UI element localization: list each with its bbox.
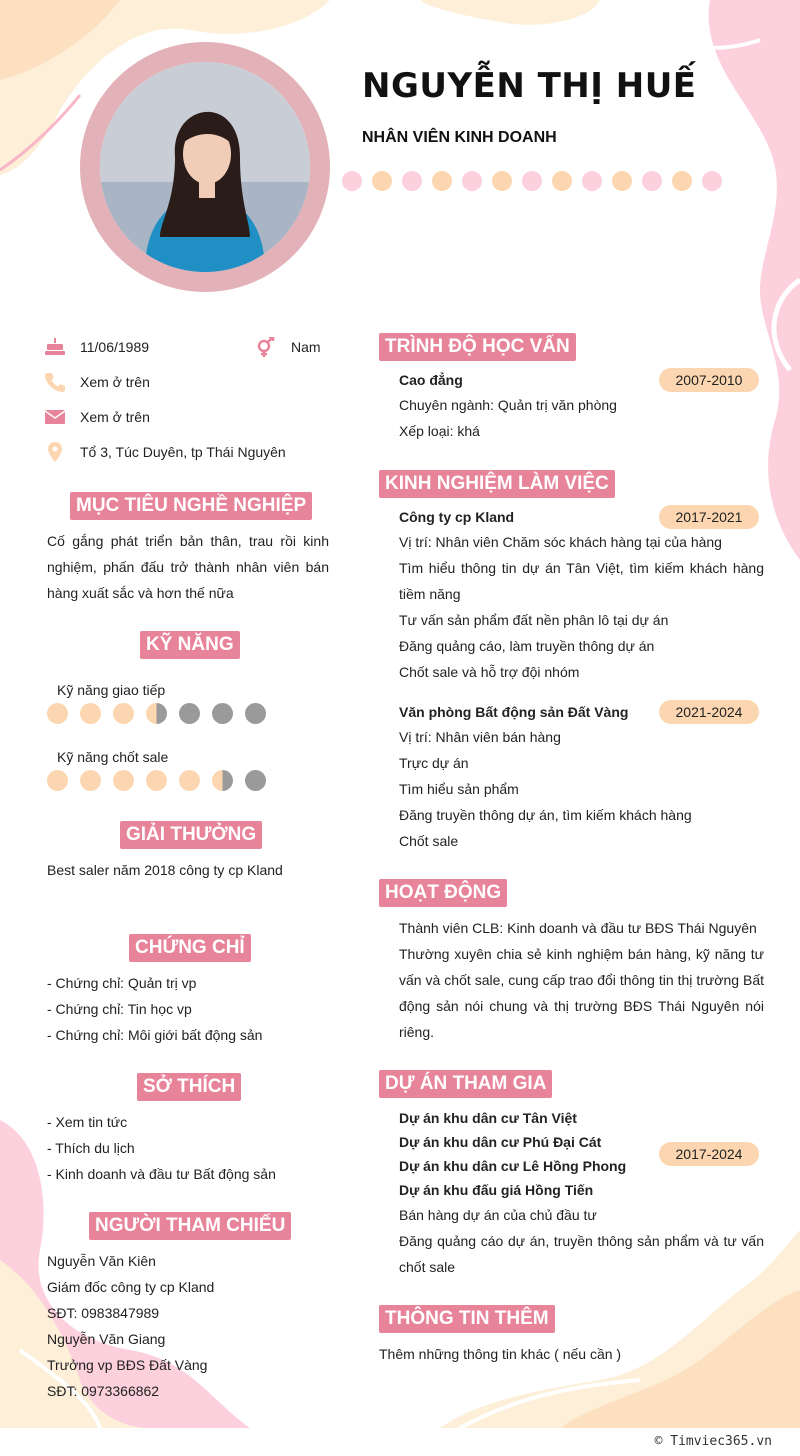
skill-rating-dot [245, 703, 266, 724]
gender-value: Nam [291, 339, 321, 355]
education-years-badge: 2007-2010 [659, 368, 759, 392]
skill-rating-dot [113, 770, 134, 791]
skill-rating-dot [179, 770, 200, 791]
certificate-item: - Chứng chỉ: Quản trị vp [47, 975, 197, 991]
skills-heading: KỸ NĂNG [140, 631, 240, 659]
education-heading: TRÌNH ĐỘ HỌC VẤN [379, 333, 576, 361]
decorative-dot [612, 171, 632, 191]
decorative-dot [702, 171, 722, 191]
hobby-item: - Kinh doanh và đầu tư Bất động sản [47, 1166, 276, 1182]
extra-text: Thêm những thông tin khác ( nếu cần ) [379, 1346, 622, 1362]
location-pin-icon [44, 442, 66, 462]
references-heading: NGƯỜI THAM CHIẾU [89, 1212, 291, 1240]
birthday-cake-icon [44, 337, 66, 357]
certificate-item: - Chứng chỉ: Tin học vp [47, 1001, 192, 1017]
skill-rating-dot [212, 703, 233, 724]
reference-line: SĐT: 0983847989 [47, 1305, 160, 1321]
candidate-name: NGUYỄN THỊ HUẾ [362, 66, 697, 106]
skill-label-1: Kỹ năng giao tiếp [57, 682, 166, 698]
gender-icon [255, 337, 277, 357]
copyright-text: © Timviec365.vn [654, 1434, 772, 1449]
experience-heading: KINH NGHIỆM LÀM VIỆC [379, 470, 615, 498]
job-line: Chốt sale [399, 833, 459, 849]
project-name: Dự án khu dân cư Tân Việt [399, 1110, 577, 1126]
project-name: Dự án khu đấu giá Hồng Tiến [399, 1182, 594, 1198]
projects-years-badge: 2017-2024 [659, 1142, 759, 1166]
candidate-role: NHÂN VIÊN KINH DOANH [362, 129, 557, 146]
job-company: Công ty cp Kland [399, 509, 515, 525]
job-line: Tư vấn sản phẩm đất nền phân lô tại dự án [399, 612, 669, 628]
job-line: Tìm hiểu sản phẩm [399, 781, 519, 797]
job-line: Đăng quảng cáo, làm truyền thông dự án [399, 638, 655, 654]
job-line: Vị trí: Nhân viên bán hàng [399, 729, 561, 745]
job-line: Tìm hiểu thông tin dự án Tân Việt, tìm kiếm khách hàng tiềm năng [399, 560, 764, 602]
skill-rating-2 [47, 770, 266, 791]
project-name: Dự án khu dân cư Lê Hồng Phong [399, 1158, 627, 1174]
phone-row [44, 372, 150, 392]
awards-heading: GIẢI THƯỞNG [120, 821, 262, 849]
job-line: Vị trí: Nhân viên Chăm sóc khách hàng tại của hàng [399, 534, 722, 550]
birthday-value: 11/06/1989 [80, 339, 150, 355]
decorative-dots [342, 171, 722, 191]
hobby-item: - Xem tin tức [47, 1114, 128, 1130]
job-line: Đăng truyền thông dự án, tìm kiếm khách hàng [399, 807, 692, 823]
avatar [100, 62, 310, 272]
education-major: Chuyên ngành: Quản trị văn phòng [399, 397, 617, 413]
decorative-dot [672, 171, 692, 191]
decorative-dot [432, 171, 452, 191]
reference-line: Nguyễn Văn Kiên [47, 1253, 156, 1269]
objective-text: Cố gắng phát triển bản thân, trau rồi kinh nghiệm, phấn đấu trở thành nhân viên bán hàng xuất sắc và hơn thế nữa [47, 533, 329, 601]
skill-rating-1 [47, 703, 266, 724]
skill-rating-dot [47, 703, 68, 724]
activities-heading: HOẠT ĐỘNG [379, 879, 507, 907]
skill-rating-dot [146, 703, 167, 724]
activities-line: Thường xuyên chia sẻ kinh nghiệm bán hàng, kỹ năng tư vấn và chốt sale, cung cấp trao đổi thông tin thị trường Bất động sản nói chung và thị trường BĐS Thái Nguyên nói riêng. [399, 946, 764, 1040]
projects-line: Bán hàng dự án của chủ đầu tư [399, 1207, 597, 1223]
email-row [44, 407, 150, 427]
project-name: Dự án khu dân cư Phú Đại Cát [399, 1134, 602, 1150]
activities-line: Thành viên CLB: Kinh doanh và đầu tư BĐS Thái Nguyên [399, 920, 757, 936]
address-row [44, 442, 286, 462]
job-years-badge: 2021-2024 [659, 700, 759, 724]
decorative-dot [372, 171, 392, 191]
email-value: Xem ở trên [80, 409, 150, 425]
decorative-dot [522, 171, 542, 191]
skill-rating-dot [47, 770, 68, 791]
decorative-dot [642, 171, 662, 191]
job-company: Văn phòng Bất động sản Đất Vàng [399, 704, 629, 720]
education-school: Cao đẳng [399, 372, 463, 388]
gender-row [255, 337, 321, 357]
footer [0, 1428, 800, 1456]
projects-heading: DỰ ÁN THAM GIA [379, 1070, 552, 1098]
awards-text: Best saler năm 2018 công ty cp Kland [47, 862, 283, 878]
decorative-dot [492, 171, 512, 191]
decorative-dot [342, 171, 362, 191]
reference-line: SĐT: 0973366862 [47, 1383, 160, 1399]
decorative-dot [552, 171, 572, 191]
decorative-dot [582, 171, 602, 191]
decorative-dot [462, 171, 482, 191]
decorative-dot [402, 171, 422, 191]
extra-heading: THÔNG TIN THÊM [379, 1305, 555, 1333]
hobbies-heading: SỞ THÍCH [137, 1073, 241, 1101]
skill-rating-dot [146, 770, 167, 791]
education-grade: Xếp loại: khá [399, 423, 480, 439]
phone-icon [44, 372, 66, 392]
skill-rating-dot [80, 770, 101, 791]
certificates-heading: CHỨNG CHỈ [129, 934, 251, 962]
hobby-item: - Thích du lịch [47, 1140, 135, 1156]
objective-heading: MỤC TIÊU NGHỀ NGHIỆP [70, 492, 312, 520]
job-years-badge: 2017-2021 [659, 505, 759, 529]
skill-rating-dot [113, 703, 134, 724]
reference-line: Trưởng vp BĐS Đất Vàng [47, 1357, 208, 1373]
reference-line: Giám đốc công ty cp Kland [47, 1279, 215, 1295]
projects-line: Đăng quảng cáo dự án, truyền thông sản phẩm và tư vấn chốt sale [399, 1233, 764, 1275]
skill-rating-dot [245, 770, 266, 791]
address-value: Tổ 3, Túc Duyên, tp Thái Nguyên [80, 444, 286, 460]
job-line: Trực dự án [399, 755, 469, 771]
reference-line: Nguyễn Văn Giang [47, 1331, 166, 1347]
skill-rating-dot [179, 703, 200, 724]
skill-rating-dot [212, 770, 233, 791]
skill-rating-dot [80, 703, 101, 724]
avatar-portrait-icon [100, 62, 310, 272]
skill-label-2: Kỹ năng chốt sale [57, 749, 169, 765]
certificate-item: - Chứng chỉ: Môi giới bất động sản [47, 1027, 263, 1043]
birthday-row [44, 337, 149, 357]
job-line: Chốt sale và hỗ trợ đội nhóm [399, 664, 580, 680]
mail-icon [44, 407, 66, 427]
phone-value: Xem ở trên [80, 374, 150, 390]
